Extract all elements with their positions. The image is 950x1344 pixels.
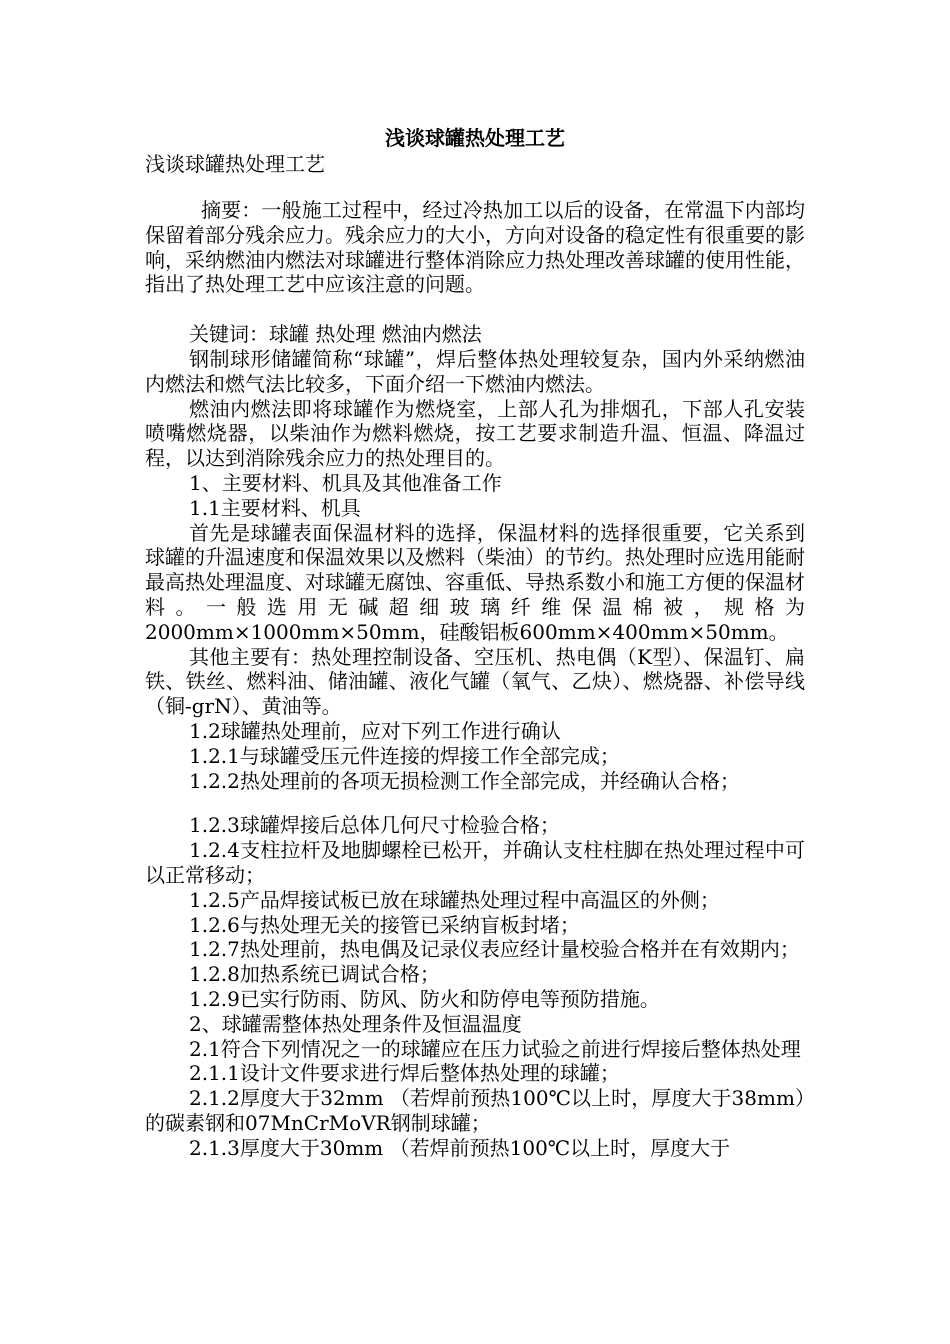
- subsection-heading: 1.1主要材料、机具: [189, 495, 361, 520]
- body-paragraph: 其他主要有：热处理控制设备、空压机、热电偶（K型）、保温钉、扁铁、铁丝、燃料油、储油罐、液化气罐（氧气、乙炔）、燃烧器、补偿导线（铜-grN）、黄油等。: [145, 644, 805, 719]
- list-item: 1.2.2热处理前的各项无损检测工作全部完成，并经确认合格；: [189, 768, 740, 793]
- list-item: 1.2.4支柱拉杆及地脚螺栓已松开，并确认支柱柱脚在热处理过程中可以正常移动；: [145, 838, 805, 887]
- list-item: 2.1.3厚度大于30mm （若焊前预热100℃以上时，厚度大于: [189, 1135, 731, 1160]
- list-item: 2.1.1设计文件要求进行焊后整体热处理的球罐；: [189, 1061, 620, 1086]
- subsection-heading: 1.2球罐热处理前，应对下列工作进行确认: [189, 718, 561, 743]
- subsection-heading: 2.1符合下列情况之一的球罐应在压力试验之前进行焊接后整体热处理: [189, 1036, 801, 1061]
- body-paragraph: 燃油内燃法即将球罐作为燃烧室，上部人孔为排烟孔，下部人孔安装喷嘴燃烧器，以柴油作为燃料燃烧，按工艺要求制造升温、恒温、降温过程，以达到消除残余应力的热处理目的。: [145, 396, 805, 471]
- list-item: 1.2.1与球罐受压元件连接的焊接工作全部完成；: [189, 743, 620, 768]
- body-paragraph: 首先是球罐表面保温材料的选择，保温材料的选择很重要，它关系到球罐的升温速度和保温效果以及燃料（柴油）的节约。热处理时应选用能耐最高热处理温度、对球罐无腐蚀、容重低、导热系数小和施工方便的保温材料。一般选用无碱超细玻璃纤维保温棉被，规格为2000mm×1000mm×50mm，硅酸铝板600mm×400mm×50mm。: [145, 520, 805, 644]
- list-item: 1.2.9已实行防雨、防风、防火和防停电等预防措施。: [189, 986, 660, 1011]
- list-item: 1.2.3球罐焊接后总体几何尺寸检验合格；: [189, 813, 560, 838]
- section-heading: 1、主要材料、机具及其他准备工作: [189, 470, 502, 495]
- list-item: 2.1.2厚度大于32mm （若焊前预热100℃以上时，厚度大于38mm）的碳素钢和07MnCrMoVR钢制球罐；: [145, 1086, 805, 1135]
- section-heading: 2、球罐需整体热处理条件及恒温温度: [189, 1011, 522, 1036]
- document-title: 浅谈球罐热处理工艺: [385, 126, 565, 150]
- list-item: 1.2.5产品焊接试板已放在球罐热处理过程中高温区的外侧；: [189, 887, 720, 912]
- keywords-paragraph: 关键词：球罐 热处理 燃油内燃法: [189, 322, 482, 347]
- document-subtitle: 浅谈球罐热处理工艺: [145, 152, 325, 176]
- document-body: [145, 198, 805, 1160]
- abstract-paragraph: 摘要：一般施工过程中，经过冷热加工以后的设备，在常温下内部均保留着部分残余应力。残余应力的大小，方向对设备的稳定性有很重要的影响，采纳燃油内燃法对球罐进行整体消除应力热处理改善球罐的使用性能，指出了热处理工艺中应该注意的问题。: [145, 198, 805, 297]
- body-paragraph: 钢制球形储罐简称“球罐”，焊后整体热处理较复杂，国内外采纳燃油内燃法和燃气法比较多，下面介绍一下燃油内燃法。: [145, 346, 805, 396]
- list-item: 1.2.7热处理前，热电偶及记录仪表应经计量校验合格并在有效期内；: [189, 937, 800, 962]
- list-item: 1.2.8加热系统已调试合格；: [189, 962, 440, 987]
- list-item: 1.2.6与热处理无关的接管已采纳盲板封堵；: [189, 912, 580, 937]
